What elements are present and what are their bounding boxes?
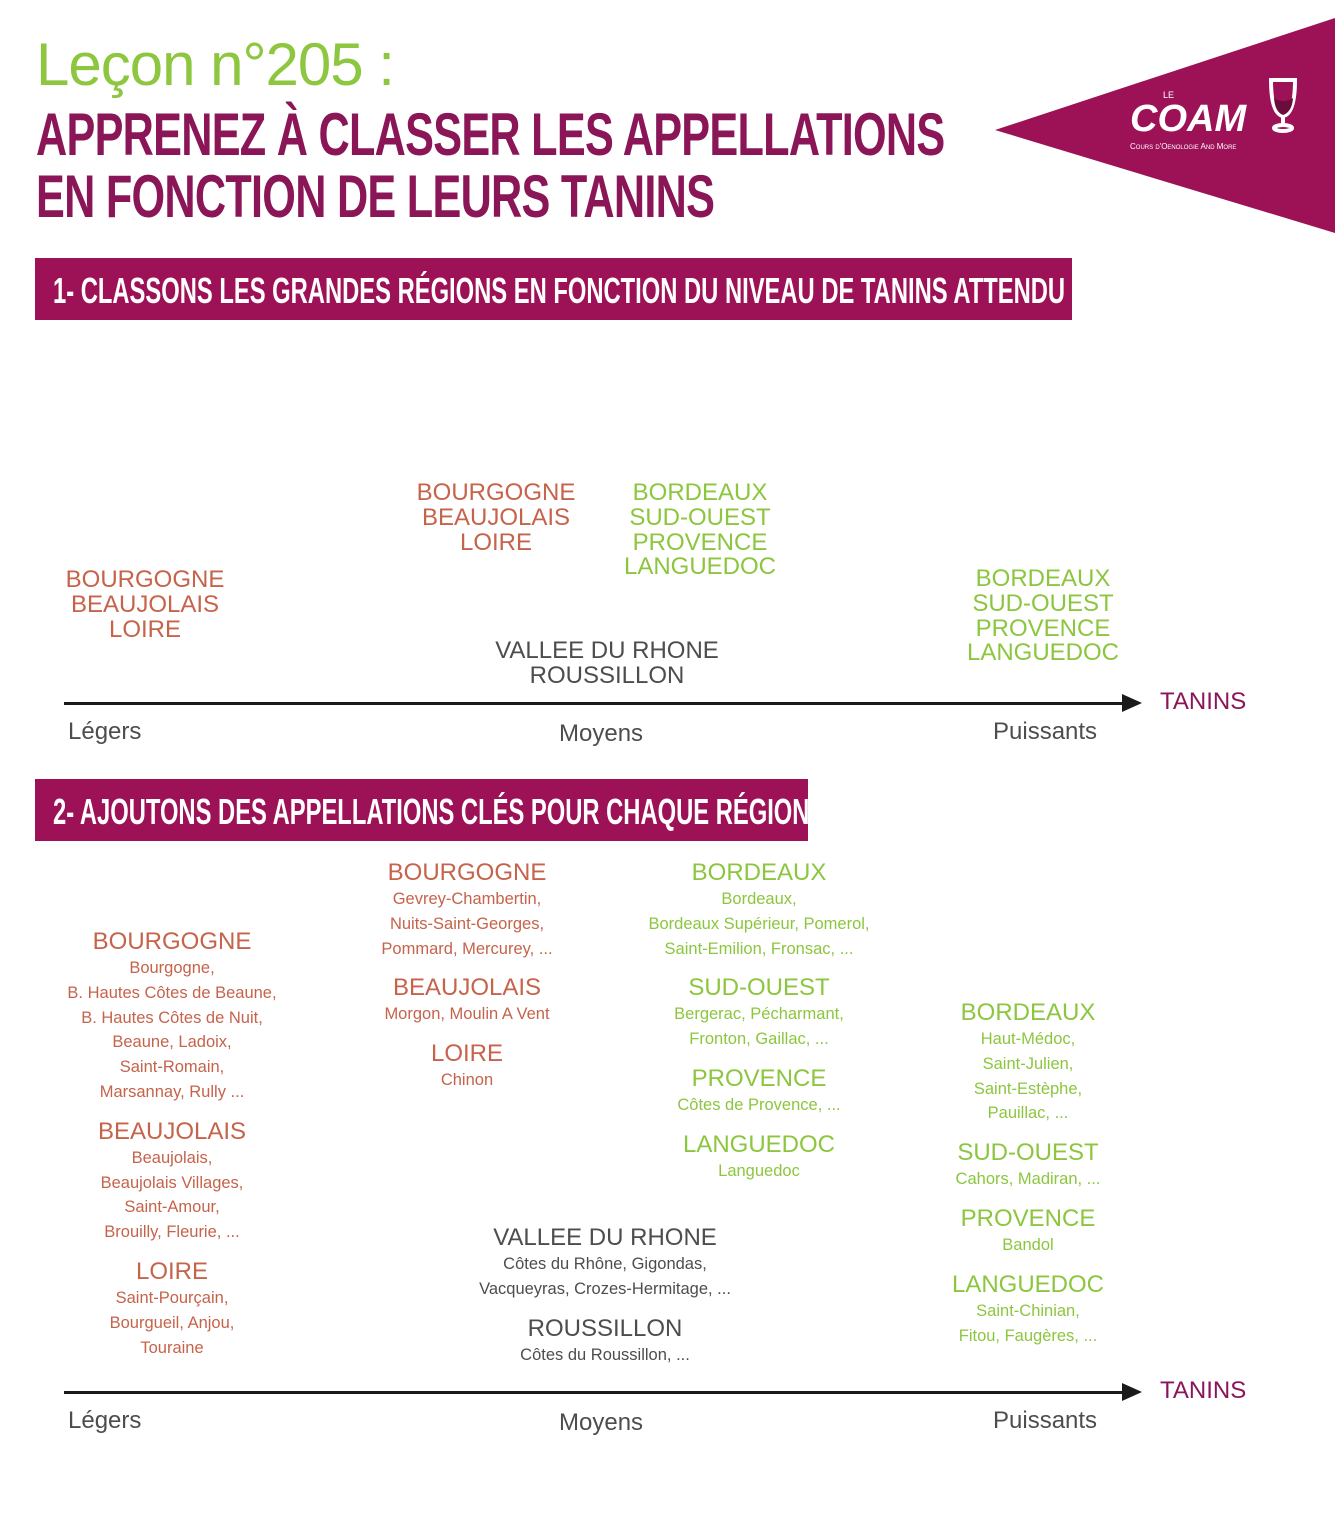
- appellation-line: Pommard, Mercurey, ...: [381, 939, 553, 958]
- spacer: [2, 1245, 342, 1259]
- region-heading: BOURGOGNE: [387, 859, 547, 886]
- axis-label-tanins: TANINS: [1160, 1377, 1247, 1404]
- region-name: LOIRE: [459, 528, 533, 556]
- region-heading: PROVENCE: [960, 1204, 1096, 1232]
- region-name: BORDEAUX: [975, 565, 1111, 592]
- appellation-line: Bergerac, Pécharmant,: [674, 1005, 844, 1024]
- axis-label-strong: Puissants: [993, 718, 1098, 745]
- tannin-axis-1: [64, 702, 1134, 705]
- appellation-line: Saint-Julien,: [982, 1054, 1074, 1073]
- spacer: [858, 1258, 1198, 1272]
- appellation-line: Bourgogne,: [129, 959, 215, 977]
- region-name: BORDEAUX: [632, 479, 768, 506]
- region-name: BOURGOGNE: [65, 566, 225, 593]
- appellation-line: Marsannay, Rully ...: [99, 1082, 245, 1101]
- appellation-line: Bordeaux Supérieur, Pomerol,: [648, 914, 870, 933]
- region-name: LANGUEDOC: [966, 639, 1120, 667]
- appellation-line: Bourgueil, Anjou,: [109, 1313, 235, 1332]
- region-name: SUD-OUEST: [972, 589, 1114, 617]
- region-heading: LANGUEDOC: [682, 1130, 836, 1158]
- appellation-line: Languedoc: [718, 1161, 800, 1180]
- appellation-line: Saint-Chinian,: [976, 1301, 1080, 1320]
- svg-text:COAM: COAM: [1130, 98, 1247, 140]
- medium-regions-group: [437, 639, 777, 689]
- appellation-line: Pauillac, ...: [987, 1104, 1069, 1123]
- region-heading: SUD-OUEST: [957, 1139, 1099, 1167]
- region-name: BEAUJOLAIS: [70, 590, 220, 618]
- arrow-head-icon: [1122, 1383, 1142, 1401]
- page-title-line1: APPRENEZ À CLASSER LES APPELLATIONS: [36, 101, 945, 168]
- appellation-line: Chinon: [440, 1071, 494, 1090]
- strong-appellations-column: [858, 1000, 1198, 1348]
- appellation-line: Beaujolais,: [131, 1148, 213, 1167]
- lesson-number: Leçon n°205 :: [36, 31, 394, 98]
- medium-strong-regions-group: [530, 481, 870, 580]
- spacer: [589, 961, 929, 975]
- spacer: [858, 1126, 1198, 1140]
- axis-label-light: Légers: [68, 1407, 142, 1434]
- spacer: [2, 1105, 342, 1119]
- appellation-line: Gevrey-Chambertin,: [392, 890, 542, 908]
- region-name: ROUSSILLON: [529, 661, 685, 689]
- spacer: [297, 1027, 637, 1041]
- region-name: BEAUJOLAIS: [421, 503, 571, 531]
- spacer: [297, 961, 637, 975]
- page-title-line2: EN FONCTION DE LEURS TANINS: [36, 163, 715, 230]
- appellation-line: Saint-Romain,: [119, 1058, 225, 1077]
- region-heading: BOURGOGNE: [92, 928, 252, 955]
- region-name: LOIRE: [108, 615, 182, 643]
- region-heading: PROVENCE: [691, 1064, 827, 1092]
- appellation-line: Saint-Estèphe,: [973, 1079, 1083, 1098]
- axis-label-medium: Moyens: [559, 1409, 644, 1436]
- region-name: BOURGOGNE: [416, 479, 576, 506]
- axis-label-medium: Moyens: [559, 720, 644, 747]
- region-heading: BORDEAUX: [960, 999, 1096, 1026]
- appellation-line: Brouilly, Fleurie, ...: [104, 1223, 240, 1242]
- appellation-line: Cahors, Madiran, ...: [955, 1170, 1101, 1189]
- axis-label-light: Légers: [68, 718, 142, 745]
- region-heading: BORDEAUX: [691, 859, 827, 886]
- region-name: PROVENCE: [632, 528, 768, 556]
- appellation-line: Touraine: [140, 1338, 204, 1357]
- medium-appellations-column: [435, 1225, 775, 1367]
- appellation-line: Bordeaux,: [721, 890, 797, 908]
- appellation-line: Fitou, Faugères, ...: [958, 1326, 1098, 1345]
- appellation-line: Morgon, Moulin A Vent: [384, 1005, 550, 1024]
- appellation-line: Beaujolais Villages,: [100, 1173, 244, 1192]
- section1-banner-text: 1- CLASSONS LES GRANDES RÉGIONS EN FONCTION DU NIVEAU DE TANINS ATTENDU: [53, 270, 1066, 311]
- appellation-line: Côtes de Provence, ...: [677, 1095, 841, 1114]
- appellation-line: Côtes du Roussillon, ...: [520, 1345, 690, 1364]
- region-heading: LOIRE: [430, 1040, 504, 1068]
- appellation-line: Nuits-Saint-Georges,: [389, 914, 545, 933]
- region-heading: LANGUEDOC: [951, 1270, 1105, 1298]
- section1-banner: [35, 258, 1072, 320]
- region-heading: BEAUJOLAIS: [392, 974, 542, 1002]
- region-name: VALLEE DU RHONE: [495, 637, 719, 664]
- appellation-line: Vacqueyras, Crozes-Hermitage, ...: [479, 1279, 731, 1298]
- appellation-line: Beaune, Ladoix,: [112, 1033, 232, 1052]
- appellation-line: Bandol: [1002, 1235, 1054, 1254]
- appellation-line: Saint-Amour,: [124, 1198, 220, 1217]
- region-heading: BEAUJOLAIS: [97, 1117, 247, 1145]
- appellation-line: Fronton, Gaillac, ...: [689, 1030, 829, 1049]
- spacer: [435, 1302, 775, 1316]
- region-name: SUD-OUEST: [629, 503, 771, 531]
- svg-text:Cours d'Oenologie And More: Cours d'Oenologie And More: [1130, 142, 1237, 151]
- axis-label-tanins: TANINS: [1160, 688, 1247, 715]
- spacer: [858, 1192, 1198, 1206]
- region-name: LANGUEDOC: [623, 553, 777, 581]
- axis-label-strong: Puissants: [993, 1407, 1098, 1434]
- appellation-line: Saint-Pourçain,: [115, 1288, 229, 1307]
- section2-banner: [35, 779, 808, 841]
- arrow-head-icon: [1122, 694, 1142, 712]
- strong-regions-group: [873, 567, 1213, 666]
- appellation-line: B. Hautes Côtes de Nuit,: [81, 1008, 263, 1027]
- medium-light-appellations-column: [297, 860, 637, 1093]
- region-heading: LOIRE: [135, 1257, 209, 1285]
- appellation-line: Haut-Médoc,: [980, 1030, 1076, 1048]
- appellation-line: B. Hautes Côtes de Beaune,: [67, 983, 277, 1002]
- appellation-line: Saint-Emilion, Fronsac, ...: [664, 939, 854, 958]
- region-heading: VALLEE DU RHONE: [493, 1224, 717, 1251]
- region-heading: ROUSSILLON: [527, 1314, 683, 1342]
- light-regions-group: [0, 568, 315, 642]
- region-heading: SUD-OUEST: [688, 974, 830, 1002]
- coam-logo: [995, 18, 1335, 233]
- section2-banner-text: 2- AJOUTONS DES APPELLATIONS CLÉS POUR CHAQUE RÉGION: [53, 791, 810, 832]
- tannin-axis-2: [64, 1391, 1134, 1394]
- svg-text:LE: LE: [1163, 90, 1175, 100]
- appellation-line: Côtes du Rhône, Gigondas,: [503, 1255, 707, 1273]
- light-appellations-column: [2, 929, 342, 1360]
- region-name: PROVENCE: [975, 614, 1111, 642]
